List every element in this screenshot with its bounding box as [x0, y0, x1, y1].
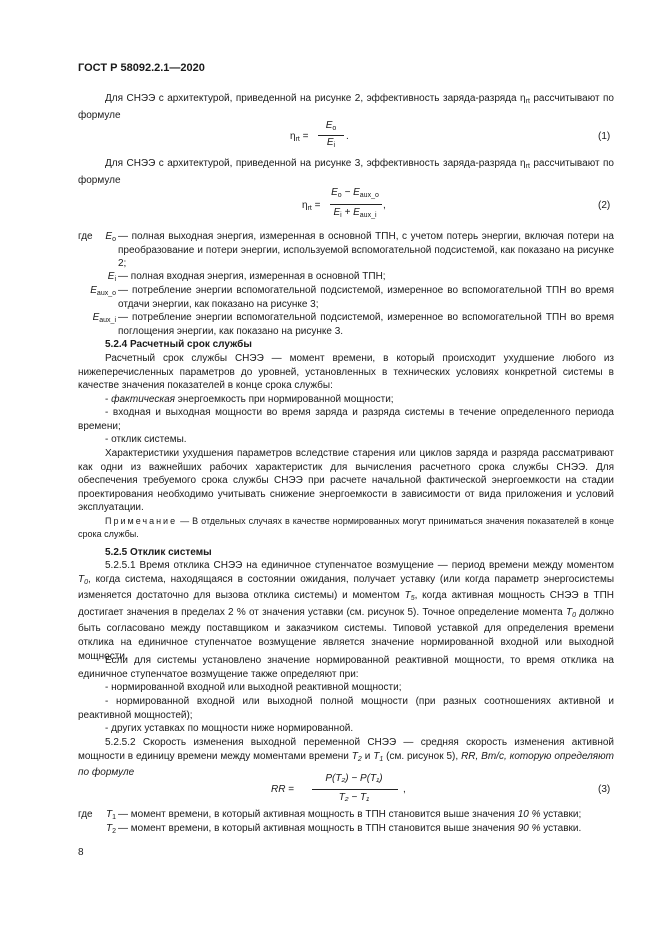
list-item-other: - других уставках по мощности ниже нормированной. — [105, 723, 354, 734]
def-text-t2: — момент времени, в который активная мощность в ТПН становится выше значения 90 % уставки. — [118, 823, 582, 834]
eq2-denominator: $E_i + E_{aux\_i}$ — [333, 207, 377, 219]
paragraph-eq1-intro: Для СНЭЭ с архитектурой, приведенной на рисунке 2, эффективность заряда-разряда $\eta_{rt}$ рассчитывают по формуле — [78, 93, 614, 121]
def-text-eo: — полная выходная энергия, измеренная в основной ТПН, с учетом потерь энергии, включая потери на преобразование и потери энергии, используемой вспомогательной подсистемой, как показано на рисунке 2; — [118, 231, 614, 270]
list-item-capacity: - фактическая энергоемкость при нормированной мощности; — [105, 394, 394, 405]
where-label: где — [78, 231, 93, 242]
where-label-2: где — [78, 809, 93, 820]
def-symbol-eo: $E_o$ — [105, 231, 116, 243]
section-5-2-4-title: 5.2.4 Расчетный срок службы — [105, 339, 252, 350]
eq2-number: (2) — [598, 200, 611, 211]
eq3-numerator: P(T₂) − P(T₁) — [325, 773, 383, 784]
def-text-ei: — полная входная энергия, измеренная в основной ТПН; — [118, 271, 386, 282]
section-5-2-4-paragraph-2: Характеристики ухудшения параметров вследствие старения или циклов заряда и разряда рассматривают как одни из важнейших рабочих характеристик для вычисления расчетного срока службы СНЭЭ. Для обеспечения требуемого срока службы СНЭЭ при расчете начальной фактической энергоемкости на стадии проектирования необходимо учитывать снижение энергоемкости в зависимости от вида приложения и условий эксплуатации. — [78, 448, 614, 514]
equation-3: RR = P(T₂) − P(T₁) T₂ − T₁ , (3) — [271, 773, 611, 803]
list-item-power: - входная и выходная мощности во время заряда и разряда системы в течение определенного периода времени; — [78, 407, 614, 432]
list-item-apparent: - нормированной входной или выходной полной мощности (при разных соотношениях активной и реактивной мощностей); — [78, 696, 614, 721]
note: Примечание — В отдельных случаях в качестве нормированных могут приниматься значения показателей в конце срока службы. — [78, 516, 614, 539]
def-text-t1: — момент времени, в который активная мощность в ТПН становится выше значения 10 % уставки; — [118, 809, 582, 820]
section-5-2-4-paragraph: Расчетный срок службы СНЭЭ — момент времени, в который происходит ухудшение любого из нижеперечисленных параметров до уровней, установленных в технических условиях конкретной системы в качестве значения показателей в конце срока службы: — [78, 353, 614, 392]
def-symbol-eauxo: $E_{aux\_o}$ — [90, 285, 116, 297]
def-text-eauxo: — потребление энергии вспомогательной подсистемой, измеренное во вспомогательной ТПН во время отдачи энергии, как показано на рисунке 3; — [118, 285, 614, 310]
document-header: ГОСТ Р 58092.2.1—2020 — [78, 62, 205, 74]
def-symbol-eauxi: $E_{aux\_i}$ — [92, 312, 116, 324]
eq1-denominator: $E_i$ — [326, 137, 336, 149]
list-item-response: - отклик системы. — [105, 434, 187, 445]
def-symbol-t1: $T_1$ — [105, 809, 116, 821]
section-5-2-5-1-paragraph-2: Если для системы установлено значение нормированной реактивной мощности, то время отклика на единичное ступенчатое возмущение также определяют при: — [78, 655, 614, 680]
def-symbol-ei: $E_i$ — [107, 271, 116, 283]
section-5-2-5-2-paragraph: 5.2.5.2 Скорость изменения выходной переменной СНЭЭ — средняя скорость изменения активной мощности в единицу времени между моментами времени $T_2$ и $T_1$ (см. рисунок 5), RR, Вт/с, которую определяют по формуле — [78, 737, 615, 779]
list-item-reactive: - нормированной входной или выходной реактивной мощности; — [105, 682, 402, 693]
eq3-number: (3) — [598, 784, 611, 795]
section-5-2-5-title: 5.2.5 Отклик системы — [105, 547, 212, 558]
eq2-fraction-bar — [330, 204, 382, 205]
def-symbol-t2: $T_2$ — [105, 823, 116, 835]
section-5-2-5-1-paragraph: 5.2.5.1 Время отклика СНЭЭ на единичное ступенчатое возмущение — период времени между моментом $T_0$, когда система, находящаяся в состоянии ожидания, получает уставку (или когда параметр энергосистемы изменяется достаточно для вызова отклика системы) и моментом $T_5$, когда активная мощность СНЭЭ в ТПН достигает значения в пределах 2 % от значения уставки (см. рисунок 5). Точное определение момента $T_0$ должно быть согласовано между поставщиком и заказчиком системы. Типовой уставкой для определения времени отклика на единичное ступенчатое возмущение является значение нормированной входной или выходной мощности. — [78, 560, 614, 662]
eq1-lhs: $\eta_{rt}$ = — [290, 131, 309, 143]
eq3-lhs: RR = — [271, 784, 295, 795]
equation-2: $\eta_{rt}$ = $E_o - E_{aux\_o}$ $E_i + E_{aux\_i}$ , (2) — [0, 184, 661, 230]
eq2-lhs: $\eta_{rt}$ = — [302, 200, 321, 212]
def-text-eauxi: — потребление энергии вспомогательной подсистемой, измеренное во вспомогательной ТПН во время поглощения энергии, как показано на рисунке 3. — [118, 312, 614, 337]
eq1-number: (1) — [598, 131, 611, 142]
eq1-numerator: $E_o$ — [325, 120, 337, 132]
equation-1: $\eta_{rt}$ = $E_o$ $E_i$ . (1) — [0, 118, 661, 164]
eq3-fraction-bar — [312, 789, 398, 790]
eq3-denominator: T₂ − T₁ — [338, 792, 370, 803]
paragraph-eq2-intro: Для СНЭЭ с архитектурой, приведенной на рисунке 3, эффективность заряда-разряда $\eta_{rt}$ рассчитывают по формуле — [78, 158, 614, 186]
page-number: 8 — [78, 847, 84, 858]
eq2-numerator: $E_o - E_{aux\_o}$ — [331, 187, 379, 199]
